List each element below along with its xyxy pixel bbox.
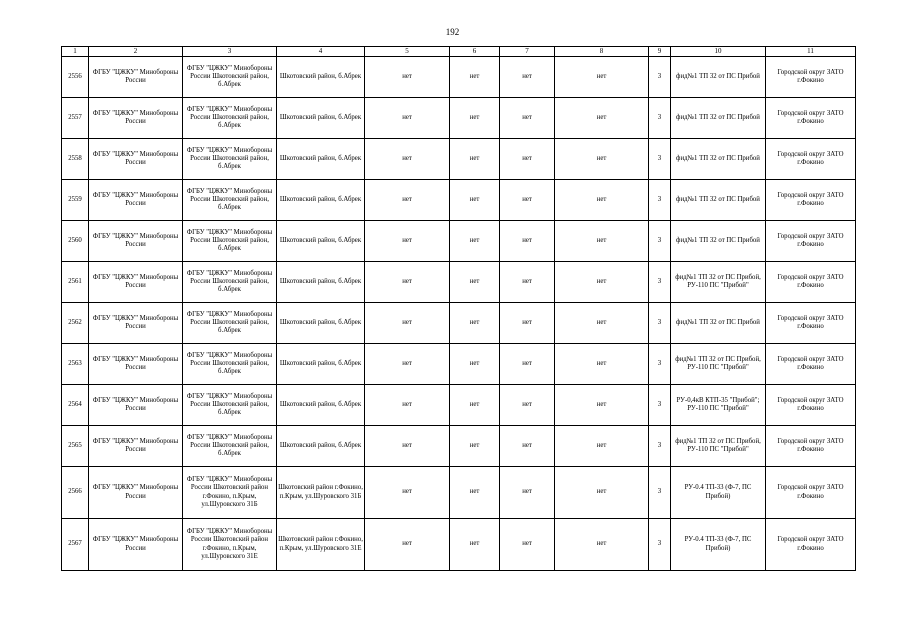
value-cell: нет — [365, 467, 450, 519]
column-header: 6 — [450, 47, 500, 57]
table-row — [62, 262, 856, 303]
value-cell: нет — [555, 385, 649, 426]
value-cell: нет — [365, 519, 450, 571]
value-cell: нет — [450, 221, 500, 262]
column-header: 5 — [365, 47, 450, 57]
value-cell: нет — [450, 519, 500, 571]
value-cell: нет — [555, 57, 649, 98]
value-cell: нет — [500, 519, 555, 571]
value-cell: нет — [450, 98, 500, 139]
value-cell: нет — [450, 57, 500, 98]
category-cell: 3 — [649, 180, 671, 221]
table-row — [62, 426, 856, 467]
row-number-cell: 2557 — [62, 98, 89, 139]
row-number-cell: 2566 — [62, 467, 89, 519]
feeder-cell: РУ-0.4 ТП-33 (Ф-7, ПС Прибой) — [671, 467, 766, 519]
value-cell: нет — [500, 467, 555, 519]
value-cell: нет — [555, 519, 649, 571]
feeder-cell: фид№1 ТП 32 от ПС Прибой, РУ-110 ПС "Прибой" — [671, 426, 766, 467]
value-cell: нет — [500, 139, 555, 180]
value-cell: нет — [500, 98, 555, 139]
holder-cell: ФГБУ "ЦЖКУ" Минобороны России Шкотовский район г.Фокино, п.Крым, ул.Шуровского 31Б — [183, 467, 277, 519]
owner-cell: ФГБУ "ЦЖКУ" Минобороны России — [89, 344, 183, 385]
holder-cell: ФГБУ "ЦЖКУ" Минобороны России Шкотовский район, б.Абрек — [183, 303, 277, 344]
value-cell: нет — [500, 344, 555, 385]
holder-cell: ФГБУ "ЦЖКУ" Минобороны России Шкотовский район, б.Абрек — [183, 344, 277, 385]
value-cell: нет — [365, 344, 450, 385]
value-cell: нет — [555, 139, 649, 180]
value-cell: нет — [500, 221, 555, 262]
municipality-cell: Городской округ ЗАТО г.Фокино — [766, 180, 856, 221]
address-cell: Шкотовский район г.Фокино, п.Крым, ул.Шуровского 31Б — [277, 467, 365, 519]
column-header: 7 — [500, 47, 555, 57]
value-cell: нет — [450, 180, 500, 221]
holder-cell: ФГБУ "ЦЖКУ" Минобороны России Шкотовский район, б.Абрек — [183, 139, 277, 180]
address-cell: Шкотовский район, б.Абрек — [277, 221, 365, 262]
value-cell: нет — [555, 303, 649, 344]
address-cell: Шкотовский район, б.Абрек — [277, 139, 365, 180]
row-number-cell: 2565 — [62, 426, 89, 467]
column-header: 9 — [649, 47, 671, 57]
row-number-cell: 2563 — [62, 344, 89, 385]
value-cell: нет — [365, 262, 450, 303]
municipality-cell: Городской округ ЗАТО г.Фокино — [766, 385, 856, 426]
municipality-cell: Городской округ ЗАТО г.Фокино — [766, 98, 856, 139]
category-cell: 3 — [649, 98, 671, 139]
value-cell: нет — [365, 180, 450, 221]
value-cell: нет — [450, 139, 500, 180]
feeder-cell: фид№1 ТП 32 от ПС Прибой — [671, 139, 766, 180]
column-header: 4 — [277, 47, 365, 57]
owner-cell: ФГБУ "ЦЖКУ" Минобороны России — [89, 385, 183, 426]
municipality-cell: Городской округ ЗАТО г.Фокино — [766, 139, 856, 180]
table-row — [62, 385, 856, 426]
table-row — [62, 344, 856, 385]
category-cell: 3 — [649, 426, 671, 467]
owner-cell: ФГБУ "ЦЖКУ" Минобороны России — [89, 57, 183, 98]
feeder-cell: фид№1 ТП 32 от ПС Прибой — [671, 180, 766, 221]
feeder-cell: фид№1 ТП 32 от ПС Прибой — [671, 98, 766, 139]
row-number-cell: 2567 — [62, 519, 89, 571]
value-cell: нет — [365, 221, 450, 262]
category-cell: 3 — [649, 262, 671, 303]
value-cell: нет — [450, 467, 500, 519]
category-cell: 3 — [649, 139, 671, 180]
holder-cell: ФГБУ "ЦЖКУ" Минобороны России Шкотовский район, б.Абрек — [183, 57, 277, 98]
address-cell: Шкотовский район, б.Абрек — [277, 262, 365, 303]
feeder-cell: РУ-0,4кВ КТП-35 "Прибой"; РУ-110 ПС "Прибой" — [671, 385, 766, 426]
feeder-cell: фид№1 ТП 32 от ПС Прибой, РУ-110 ПС "Прибой" — [671, 344, 766, 385]
municipality-cell: Городской округ ЗАТО г.Фокино — [766, 262, 856, 303]
registry-table — [61, 46, 856, 571]
value-cell: нет — [365, 385, 450, 426]
column-header: 11 — [766, 47, 856, 57]
category-cell: 3 — [649, 344, 671, 385]
category-cell: 3 — [649, 467, 671, 519]
address-cell: Шкотовский район г.Фокино, п.Крым, ул.Шуровского 31Е — [277, 519, 365, 571]
category-cell: 3 — [649, 221, 671, 262]
value-cell: нет — [450, 344, 500, 385]
municipality-cell: Городской округ ЗАТО г.Фокино — [766, 426, 856, 467]
value-cell: нет — [555, 262, 649, 303]
feeder-cell: фид№1 ТП 32 от ПС Прибой, РУ-110 ПС "Прибой" — [671, 262, 766, 303]
value-cell: нет — [450, 262, 500, 303]
owner-cell: ФГБУ "ЦЖКУ" Минобороны России — [89, 139, 183, 180]
municipality-cell: Городской округ ЗАТО г.Фокино — [766, 221, 856, 262]
header-row — [62, 47, 856, 57]
page-number: 192 — [445, 27, 460, 37]
column-header: 1 — [62, 47, 89, 57]
table-row — [62, 57, 856, 98]
table-row — [62, 303, 856, 344]
owner-cell: ФГБУ "ЦЖКУ" Минобороны России — [89, 221, 183, 262]
address-cell: Шкотовский район, б.Абрек — [277, 98, 365, 139]
address-cell: Шкотовский район, б.Абрек — [277, 344, 365, 385]
feeder-cell: фид№1 ТП 32 от ПС Прибой — [671, 303, 766, 344]
value-cell: нет — [555, 467, 649, 519]
table-row — [62, 139, 856, 180]
value-cell: нет — [365, 139, 450, 180]
value-cell: нет — [365, 57, 450, 98]
row-number-cell: 2556 — [62, 57, 89, 98]
holder-cell: ФГБУ "ЦЖКУ" Минобороны России Шкотовский район, б.Абрек — [183, 385, 277, 426]
value-cell: нет — [500, 303, 555, 344]
feeder-cell: фид№1 ТП 32 от ПС Прибой — [671, 57, 766, 98]
value-cell: нет — [555, 180, 649, 221]
holder-cell: ФГБУ "ЦЖКУ" Минобороны России Шкотовский район, б.Абрек — [183, 98, 277, 139]
municipality-cell: Городской округ ЗАТО г.Фокино — [766, 303, 856, 344]
table-row — [62, 467, 856, 519]
row-number-cell: 2561 — [62, 262, 89, 303]
address-cell: Шкотовский район, б.Абрек — [277, 180, 365, 221]
value-cell: нет — [555, 344, 649, 385]
owner-cell: ФГБУ "ЦЖКУ" Минобороны России — [89, 303, 183, 344]
feeder-cell: фид№1 ТП 32 от ПС Прибой — [671, 221, 766, 262]
value-cell: нет — [450, 426, 500, 467]
address-cell: Шкотовский район, б.Абрек — [277, 303, 365, 344]
value-cell: нет — [365, 98, 450, 139]
category-cell: 3 — [649, 385, 671, 426]
value-cell: нет — [555, 98, 649, 139]
municipality-cell: Городской округ ЗАТО г.Фокино — [766, 467, 856, 519]
holder-cell: ФГБУ "ЦЖКУ" Минобороны России Шкотовский район, б.Абрек — [183, 262, 277, 303]
feeder-cell: РУ-0.4 ТП-33 (Ф-7, ПС Прибой) — [671, 519, 766, 571]
value-cell: нет — [365, 303, 450, 344]
category-cell: 3 — [649, 519, 671, 571]
row-number-cell: 2564 — [62, 385, 89, 426]
value-cell: нет — [555, 426, 649, 467]
value-cell: нет — [365, 426, 450, 467]
owner-cell: ФГБУ "ЦЖКУ" Минобороны России — [89, 98, 183, 139]
table-row — [62, 98, 856, 139]
row-number-cell: 2562 — [62, 303, 89, 344]
address-cell: Шкотовский район, б.Абрек — [277, 426, 365, 467]
municipality-cell: Городской округ ЗАТО г.Фокино — [766, 519, 856, 571]
column-header: 10 — [671, 47, 766, 57]
owner-cell: ФГБУ "ЦЖКУ" Минобороны России — [89, 467, 183, 519]
value-cell: нет — [450, 385, 500, 426]
holder-cell: ФГБУ "ЦЖКУ" Минобороны России Шкотовский район, б.Абрек — [183, 180, 277, 221]
value-cell: нет — [450, 303, 500, 344]
column-header: 8 — [555, 47, 649, 57]
address-cell: Шкотовский район, б.Абрек — [277, 57, 365, 98]
owner-cell: ФГБУ "ЦЖКУ" Минобороны России — [89, 519, 183, 571]
municipality-cell: Городской округ ЗАТО г.Фокино — [766, 344, 856, 385]
table-row — [62, 519, 856, 571]
column-header: 3 — [183, 47, 277, 57]
column-header: 2 — [89, 47, 183, 57]
value-cell: нет — [500, 262, 555, 303]
owner-cell: ФГБУ "ЦЖКУ" Минобороны России — [89, 426, 183, 467]
row-number-cell: 2560 — [62, 221, 89, 262]
table-row — [62, 221, 856, 262]
holder-cell: ФГБУ "ЦЖКУ" Минобороны России Шкотовский район г.Фокино, п.Крым, ул.Шуровского 31Е — [183, 519, 277, 571]
holder-cell: ФГБУ "ЦЖКУ" Минобороны России Шкотовский район, б.Абрек — [183, 221, 277, 262]
category-cell: 3 — [649, 57, 671, 98]
row-number-cell: 2558 — [62, 139, 89, 180]
owner-cell: ФГБУ "ЦЖКУ" Минобороны России — [89, 262, 183, 303]
holder-cell: ФГБУ "ЦЖКУ" Минобороны России Шкотовский район, б.Абрек — [183, 426, 277, 467]
address-cell: Шкотовский район, б.Абрек — [277, 385, 365, 426]
municipality-cell: Городской округ ЗАТО г.Фокино — [766, 57, 856, 98]
row-number-cell: 2559 — [62, 180, 89, 221]
value-cell: нет — [555, 221, 649, 262]
owner-cell: ФГБУ "ЦЖКУ" Минобороны России — [89, 180, 183, 221]
value-cell: нет — [500, 57, 555, 98]
value-cell: нет — [500, 180, 555, 221]
category-cell: 3 — [649, 303, 671, 344]
value-cell: нет — [500, 426, 555, 467]
table-row — [62, 180, 856, 221]
value-cell: нет — [500, 385, 555, 426]
